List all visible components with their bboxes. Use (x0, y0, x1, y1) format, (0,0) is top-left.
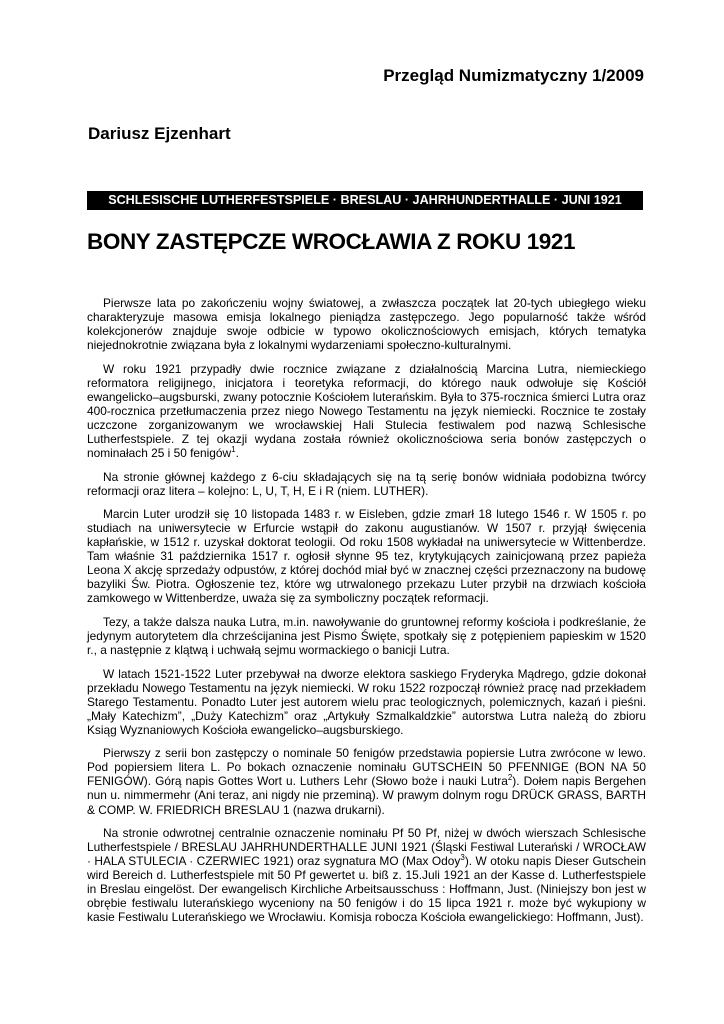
footnote-ref-2: 2 (507, 773, 513, 783)
paragraph-2-text: W roku 1921 przypadły dwie rocznice związane z działalnością Marcina Lutra, niemieckiego reformatora religijnego, inicjatora i teoretyka reformacji, do którego nauk odwołuje się Kościół ewangelicko–augsburski, zwany potocznie Kościołem luterańskim. Była to 375-rocznica śmierci Lutra oraz 400-rocznica przetłumaczenia przez niego Nowego Testamentu na język niemiecki. Rocznice te zostały uczczone zorganizowanym we wrocławskiej Hali Stulecia festiwalem pod nazwą Schlesische Lutherfestspiele. Z tej okazji wydana została również okolicznościowa seria bonów zastępczych o nominałach 25 i 50 fenigów (87, 361, 646, 460)
paragraph-2 (87, 362, 646, 460)
paragraph-5: Tezy, a także dalsza nauka Lutra, m.in. nawoływanie do gruntownej reformy kościoła i podkreślanie, że jedynym autorytetem dla chrześcijanina jest Pismo Święte, spotkały się z potępieniem papieskim w 1520 r., a następnie z klątwą i uchwałą sejmu wormackiego o banicji Lutra. (87, 614, 646, 658)
paragraph-7 (87, 746, 646, 816)
paragraph-3: Na stronie głównej każdego z 6-ciu składających się na tą serię bonów widniała podobizna twórcy reformacji oraz litera – kolejno: L, U, T, H, E i R (niem. LUTHER). (87, 469, 646, 498)
article-body (87, 296, 646, 934)
paragraph-2-end: . (235, 445, 239, 460)
journal-header: Przegląd Numizmatyczny 1/2009 (383, 66, 644, 85)
paragraph-1: Pierwsze lata po zakończeniu wojny światowej, a zwłaszcza początek lat 20-tych ubiegłego wieku charakteryzuje masowa emisja lokalnego pieniądza zastępczego. Jego popularność także wśród kolekcjonerów znajduje swoje odbicie w typowo okolicznościowych emisjach, których tematyka niejednokrotnie związana była z lokalnymi wydarzeniami społeczno-kulturalnymi. (87, 296, 646, 353)
paragraph-8 (87, 826, 646, 924)
footnote-ref-3: 3 (460, 853, 465, 863)
festival-banner: SCHLESISCHE LUTHERFESTSPIELE · BRESLAU · JAHRHUNDERTHALLE · JUNI 1921 (87, 191, 643, 210)
paragraph-4: Marcin Luter urodził się 10 listopada 1483 r. w Eisleben, gdzie zmarł 18 lutego 1546 r. W 1505 r. po studiach na uniwersytecie w Erfurcie wstąpił do zakonu augustianów. W 1507 r. przyjął święcenia kapłańskie, w 1512 r. uzyskał doktorat teologii. Od roku 1508 wykładał na uniwersytecie w Wittenberdze. Tam właśnie 31 października 1517 r. ogłosił słynne 95 tez, krytykujących zainicjowaną przez papieża Leona X akcję sprzedaży odpustów, z której dochód miał być w znacznej części przeznaczony na budowę bazyliki Św. Piotra. Ogłoszenie tez, które wg utrwalonego przekazu Luter przybił na drzwiach kościoła zamkowego w Wittenberdze, uważa się za symboliczny początek reformacji. (87, 507, 646, 606)
author-name: Dariusz Ejzenhart (88, 124, 231, 143)
paragraph-6: W latach 1521-1522 Luter przebywał na dworze elektora saskiego Fryderyka Mądrego, gdzie dokonał przekładu Nowego Testamentu na język niemiecki. W roku 1522 rozpoczął również pracę nad przekładem Starego Testamentu. Ponadto Luter jest autorem wielu prac teologicznych, polemicznych, kazań i pieśni. „Mały Katechizm”, „Duży Katechizm” oraz „Artykuły Szmalkaldzkie” autorstwa Lutra należą do zbioru Ksiąg Wyznaniowych Kościoła ewangelicko–augsburskiego. (87, 666, 646, 737)
paragraph-7-text-b: ). Dołem napis Bergehen nun u. nimmermehr (Ani teraz, ani nigdy nie przeminą). W prawym dolnym rogu DRÜCK GRASS, BARTH & COMP. W. FRIEDRICH BRESLAU 1 (nazwa drukarni). (87, 774, 646, 817)
footnote-ref-1: 1 (231, 445, 236, 454)
paragraph-8-text-a: Na stronie odwrotnej centralnie oznaczenie nominału Pf 50 Pf, niżej w dwóch wierszach Schlesische Lutherfestspiele / BRESLAU JAHRHUNDERTHALLE JUNI 1921 (Śląski Festiwal Luterański / WROCŁAW · HALA STULECIA · CZERWIEC 1921) oraz sygnatura MO (Max Odoy (87, 826, 646, 869)
article-title: BONY ZASTĘPCZE WROCŁAWIA Z ROKU 1921 (87, 229, 576, 254)
paragraph-8-text-b: ). W otoku napis Dieser Gutschein wird Bereich d. Lutherfestspiele mit 50 Pf gewertet u. biß z. 15.Juli 1921 an der Kasse d. Lutherfestspiele in Breslau eingelöst. Der ewangelisch Kirchliche Arbeitsausschuss : Hoffmann, Just. (Niniejszy bon jest w obrębie festiwalu luterańskiego wyceniony na 50 fenigów i do 15 lipca 1921 r. może być wykupiony w kasie Festiwalu Luterańskiego we Wrocławiu. Komisja robocza Kościoła ewangelickiego: Hoffmann, Just). (87, 854, 646, 925)
paragraph-7-text-a: Pierwszy z serii bon zastępczy o nominale 50 fenigów przedstawia popiersie Lutra zwrócone w lewo. Pod popiersiem litera L. Po bokach oznaczenie nominału GUTSCHEIN 50 PFENNIGE (BON NA 50 FENIGÓW). Górą napis Gottes Wort u. Luthers Lehr (Słowo boże i nauki Lutra (87, 746, 646, 789)
